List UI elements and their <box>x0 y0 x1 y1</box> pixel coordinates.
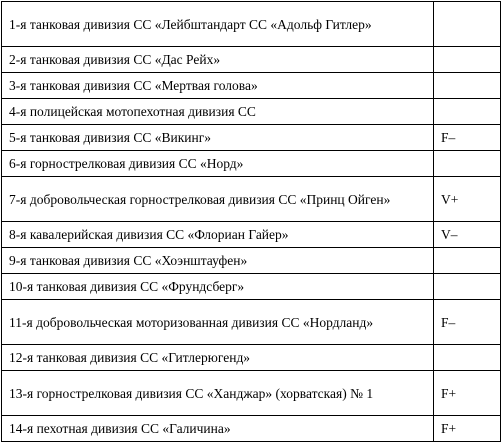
table-row <box>2 300 501 345</box>
table-row <box>2 248 501 274</box>
table-row <box>2 2 501 47</box>
division-mark: F+ <box>434 371 501 416</box>
division-mark <box>434 151 501 177</box>
division-mark <box>434 248 501 274</box>
division-name: 7-я добровольческая горнострелковая дивизия СС «Принц Ойген» <box>2 177 434 222</box>
table-row <box>2 47 501 73</box>
table-row <box>2 177 501 222</box>
division-name: 12-я танковая дивизия СС «Гитлерюгенд» <box>2 345 434 371</box>
table-row <box>2 416 501 442</box>
division-mark <box>434 47 501 73</box>
division-name: 8-я кавалерийская дивизия СС «Флориан Гайер» <box>2 222 434 248</box>
division-name: 5-я танковая дивизия СС «Викинг» <box>2 125 434 151</box>
division-name: 14-я пехотная дивизия СС «Галичина» <box>2 416 434 442</box>
division-name: 10-я танковая дивизия СС «Фрундсберг» <box>2 274 434 300</box>
table-row <box>2 371 501 416</box>
division-name: 11-я добровольческая моторизованная дивизия СС «Нордланд» <box>2 300 434 345</box>
division-mark <box>434 2 501 47</box>
division-mark <box>434 73 501 99</box>
divisions-table <box>1 1 501 442</box>
division-name: 9-я танковая дивизия СС «Хоэнштауфен» <box>2 248 434 274</box>
division-name: 4-я полицейская мотопехотная дивизия СС <box>2 99 434 125</box>
table-row <box>2 125 501 151</box>
division-name: 1-я танковая дивизия СС «Лейбштандарт СС «Адольф Гитлер» <box>2 2 434 47</box>
division-name: 13-я горнострелковая дивизия СС «Ханджар» (хорватская) № 1 <box>2 371 434 416</box>
division-mark <box>434 274 501 300</box>
division-name: 2-я танковая дивизия СС «Дас Рейх» <box>2 47 434 73</box>
table-row <box>2 222 501 248</box>
division-mark <box>434 99 501 125</box>
table-row <box>2 345 501 371</box>
table-row <box>2 73 501 99</box>
division-mark: F– <box>434 300 501 345</box>
table-row <box>2 151 501 177</box>
division-name: 3-я танковая дивизия СС «Мертвая голова» <box>2 73 434 99</box>
division-mark: V+ <box>434 177 501 222</box>
division-name: 6-я горнострелковая дивизия СС «Норд» <box>2 151 434 177</box>
division-mark: F+ <box>434 416 501 442</box>
table-row <box>2 99 501 125</box>
division-mark: F– <box>434 125 501 151</box>
division-mark <box>434 345 501 371</box>
division-mark: V– <box>434 222 501 248</box>
table-row <box>2 274 501 300</box>
